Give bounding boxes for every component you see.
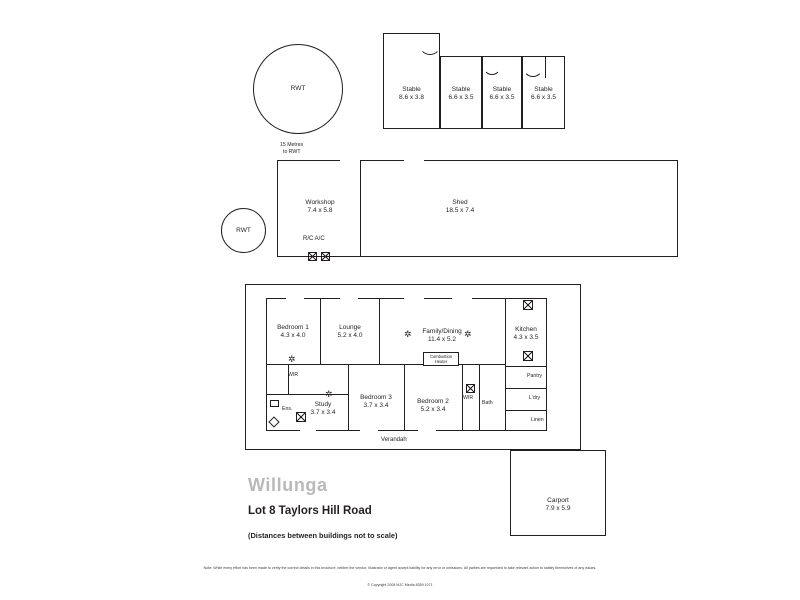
kitchen-name: Kitchen bbox=[515, 326, 537, 333]
rainwater-tank-2-label: RWT bbox=[236, 227, 251, 234]
wall-central-corridor bbox=[266, 364, 505, 365]
wall-wir-bath bbox=[479, 364, 480, 431]
wall-pantry-ldry bbox=[505, 388, 547, 389]
study-label bbox=[300, 401, 346, 417]
stable-1-label bbox=[383, 86, 440, 102]
stable-divider-wall bbox=[545, 56, 546, 78]
rc-ac-label: R/C A/C bbox=[303, 236, 325, 242]
bedroom-2-dims: 5.2 x 3.4 bbox=[420, 406, 446, 414]
window-gap-family-2 bbox=[452, 296, 472, 300]
bath-label: Bath bbox=[482, 400, 493, 406]
wir-1-label: WIR bbox=[288, 372, 299, 378]
study-dims: 3.7 x 3.4 bbox=[310, 409, 336, 417]
lounge-label bbox=[321, 324, 379, 340]
stable-1-dims: 8.6 x 3.8 bbox=[399, 94, 424, 102]
bedroom-1-name: Bedroom 1 bbox=[277, 324, 309, 331]
stable-3-door-arc bbox=[483, 57, 501, 75]
study-name: Study bbox=[314, 401, 332, 408]
kitchen-fixture-bottom bbox=[523, 351, 533, 361]
ceiling-fan-bed1: ✲ bbox=[288, 354, 296, 364]
window-gap-lounge bbox=[340, 296, 358, 300]
stable-3-dims: 6.6 x 3.5 bbox=[489, 94, 515, 102]
rc-ac-marker-1 bbox=[308, 252, 317, 261]
lounge-name: Lounge bbox=[339, 324, 361, 331]
workshop-shed-divider bbox=[360, 160, 361, 257]
bedroom-1-label bbox=[266, 324, 320, 340]
page-title-address: Lot 8 Taylors Hill Road bbox=[248, 505, 372, 517]
wall-ens-study bbox=[266, 394, 348, 395]
shed-opening-2 bbox=[404, 158, 424, 162]
stable-2-dims: 6.6 x 3.5 bbox=[448, 94, 474, 102]
combustion-heater-line1: Combustion bbox=[429, 354, 453, 359]
shed-opening-1 bbox=[340, 158, 360, 162]
window-gap-family-1 bbox=[404, 296, 424, 300]
stable-2-name: Stable bbox=[451, 86, 471, 93]
laundry-label: L'dry bbox=[529, 395, 541, 401]
rainwater-tank-label: RWT bbox=[290, 85, 306, 92]
carport-dims: 7.9 x 5.9 bbox=[545, 505, 571, 513]
wall-lounge-family bbox=[379, 298, 380, 364]
workshop-label bbox=[282, 199, 358, 215]
stable-4-door-arc bbox=[523, 57, 543, 77]
bedroom-3-label bbox=[349, 394, 403, 410]
lounge-dims: 5.2 x 4.0 bbox=[337, 332, 363, 340]
ceiling-fan-lounge: ✲ bbox=[325, 389, 333, 399]
shed-label bbox=[400, 199, 520, 215]
carport-name: Carport bbox=[547, 497, 569, 504]
kitchen-dims: 4.3 x 3.5 bbox=[513, 334, 539, 342]
bedroom-1-dims: 4.3 x 4.0 bbox=[280, 332, 306, 340]
rwt-distance-annotation-line1: 15 Metres bbox=[280, 142, 304, 148]
stable-2-label bbox=[440, 86, 482, 102]
disclaimer-text: Note: While every effort has been made to verify the correct details in this brochure, neither the vendor, illustrator or agent accept liability for any error or omissions. All parties are requested to take relevant action to satisfy themselves of any issues. bbox=[203, 566, 597, 570]
carport-label bbox=[510, 497, 606, 513]
carport-outline bbox=[510, 450, 606, 536]
kitchen-fixture-top bbox=[523, 300, 533, 310]
combustion-heater-box bbox=[423, 352, 459, 366]
stable-4-name: Stable bbox=[534, 86, 553, 93]
wall-kitchen-pantry bbox=[505, 366, 547, 367]
window-gap-bottom-bed3 bbox=[360, 429, 378, 433]
linen-label: Linen bbox=[531, 417, 544, 423]
stable-4-label bbox=[522, 86, 565, 102]
rc-ac-marker-2 bbox=[321, 252, 330, 261]
family-dining-dims: 11.4 x 5.2 bbox=[427, 336, 457, 344]
shed-dims: 18.5 x 7.4 bbox=[445, 207, 475, 215]
bath-fixture bbox=[466, 384, 475, 393]
verandah-label: Verandah bbox=[381, 437, 407, 443]
stable-3-label bbox=[482, 86, 522, 102]
window-gap-bed1 bbox=[286, 296, 304, 300]
family-dining-label bbox=[402, 328, 482, 344]
window-gap-bottom-study bbox=[300, 429, 316, 433]
ceiling-fan-family-left: ✲ bbox=[404, 329, 412, 339]
ceiling-fan-family-right: ✲ bbox=[464, 329, 472, 339]
bedroom-3-name: Bedroom 3 bbox=[360, 394, 392, 401]
ensuite-basin bbox=[270, 400, 279, 407]
pantry-label: Pantry bbox=[527, 373, 542, 379]
page-title-suburb: Willunga bbox=[248, 475, 328, 495]
window-gap-bottom-bed2 bbox=[418, 429, 436, 433]
wall-ldry-linen bbox=[505, 410, 547, 411]
stable-1-door-arc bbox=[419, 33, 441, 55]
scale-note: (Distances between buildings not to scale) bbox=[248, 531, 398, 540]
kitchen-label bbox=[505, 326, 547, 342]
combustion-heater-line2: Heater bbox=[434, 359, 448, 365]
bedroom-2-label bbox=[405, 398, 461, 414]
copyright-text: © Copyright 2008 MJC Media 8359 1071 bbox=[367, 583, 433, 587]
stable-4-dims: 6.6 x 3.5 bbox=[531, 94, 556, 102]
wall-wir-ens bbox=[288, 364, 289, 394]
bedroom-2-name: Bedroom 2 bbox=[417, 398, 449, 405]
wir-2-label: WIR bbox=[463, 395, 474, 401]
family-dining-name: Family/Dining bbox=[422, 328, 462, 335]
ensuite-label: Ens. bbox=[282, 406, 293, 412]
rainwater-tank-circle-small bbox=[221, 208, 266, 253]
rainwater-tank-circle-large bbox=[253, 44, 343, 134]
workshop-dims: 7.4 x 5.8 bbox=[307, 207, 333, 215]
stable-1-name: Stable bbox=[402, 86, 421, 93]
stable-3-name: Stable bbox=[492, 86, 512, 93]
rwt-distance-annotation-line2: to RWT bbox=[283, 149, 301, 155]
shed-name: Shed bbox=[452, 199, 468, 206]
workshop-name: Workshop bbox=[305, 199, 335, 206]
bedroom-3-dims: 3.7 x 3.4 bbox=[363, 402, 389, 410]
